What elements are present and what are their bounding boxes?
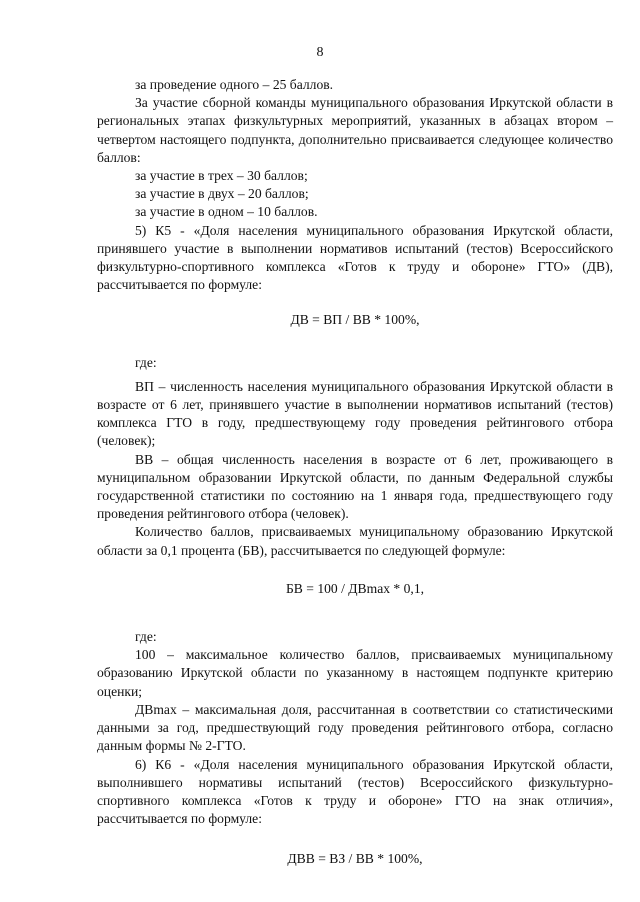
document-body <box>97 76 613 869</box>
list-item-two: за участие в двух – 20 баллов; <box>135 186 309 202</box>
definition-dvmax: ДВmax – максимальная доля, рассчитанная в соответствии со статистическими данными за год, предшествующий году проведения рейтингового отбора, согласно данным формы № 2-ГТО. <box>97 701 613 754</box>
paragraph-team-participation: За участие сборной команды муниципального образования Иркутской области в региональных этапах физкультурных мероприятий, указанных в абзацах втором – четвертом настоящего подпункта, дополнительно присваивается следующее количество баллов: <box>97 95 613 165</box>
formula-dv: ДВ = ВП / ВВ * 100%, <box>290 312 420 328</box>
paragraph-k5: 5) К5 - «Доля населения муниципального образования Иркутской области, принявшего участие в выполнении нормативов испытаний (тестов) Всероссийского физкультурно-спортивного комплекса «Готов к труду и обороне» ГТО» (ДВ), рассчитывается по формуле: <box>97 222 613 293</box>
paragraph-k6: 6) К6 - «Доля населения муниципального образования Иркутской области, выполнившего нормативы испытаний (тестов) Всероссийского физкультурно-спортивного комплекса «Готов к труду и обороне» ГТО на знак отличия», рассчитывается по формуле: <box>97 756 613 827</box>
page-number: 8 <box>316 45 324 60</box>
list-item-three: за участие в трех – 30 баллов; <box>135 168 308 184</box>
definition-vp: ВП – численность населения муниципального образования Иркутской области в возрасте от 6 лет, принявшего участие в выполнении нормативов испытаний (тестов) комплекса ГТО в году, предшествующему году проведения рейтингового отбора (человек); <box>97 378 613 449</box>
formula-bv: БВ = 100 / ДВmax * 0,1, <box>285 580 425 596</box>
paragraph-bv: Количество баллов, присваиваемых муниципальному образованию Иркутской области за 0,1 процента (БВ), рассчитывается по следующей формуле: <box>97 524 613 558</box>
definition-100: 100 – максимальное количество баллов, присваиваемых муниципальному образованию Иркутской области по указанному в настоящем подпункте критерию оценки; <box>97 647 613 699</box>
list-item-one: за участие в одном – 10 баллов. <box>135 204 318 220</box>
definition-vv: ВВ – общая численность населения в возрасте от 6 лет, проживающего в муниципальном образовании Иркутской области, по данным Федеральной службы государственной статистики по состоянию на 1 января года, предшествующего году проведения рейтингового отбора (человек). <box>97 451 613 522</box>
where-label-1: где: <box>135 354 157 370</box>
paragraph-points-one: за проведение одного – 25 баллов. <box>135 77 334 92</box>
where-label-2: где: <box>135 629 157 645</box>
formula-dvv: ДВВ = ВЗ / ВВ * 100%, <box>287 851 423 867</box>
